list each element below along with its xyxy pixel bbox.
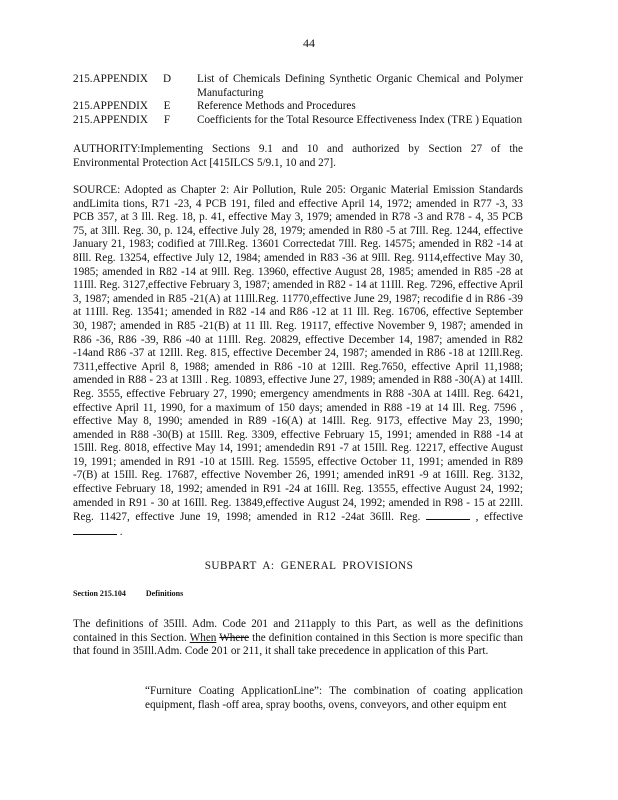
appendix-title: Coefficients for the Total Resource Effectiveness Index (TRE ) Equation (197, 113, 523, 126)
appendix-id: 215.APPENDIX (73, 113, 148, 126)
definitions-paragraph (73, 618, 523, 659)
appendix-letter: D (162, 73, 172, 85)
blank-register-page (426, 510, 470, 520)
inserted-word: When (189, 631, 217, 644)
source-text: SOURCE: Adopted as Chapter 2: Air Pollution, Rule 205: Organic Material Emission Standards andLimita tions, R71 -23, 4 PCB 191, filed and effective April 14, 1972; amended in R77 -3, 33 PCB 357, at 3 Ill. Reg. 18, p. 41, effective May 3, 1979; amended in R78 -3 and R78 - 4, 35 PCB 75, at 3Ill. Reg. 30, p. 124, effective July 28, 1979; amended in R80 -5 at 7Ill. Reg. 1244, effective January 21, 1983; codified at 7Ill.Reg. 13601 Correctedat 7Ill. Reg. 14575; amended in R82 -14 at 8Ill. Reg. 13254, effective July 12, 1984; amended in R83 -36 at 9Ill. Reg. 9114,effective May 30, 1985; amended in R82 -14 at 9Ill. Reg. 13960, effective August 28, 1985; amended in R85 -28 at 11Ill. Reg. 3127,effective February 3, 1987; amended in R82 - 14 at 11Ill. Reg. 7296, effective April 3, 1987; amended in R85 -21(A) at 11Ill.Reg. 11770,effective June 29, 1987; recodifie d in R86 -39 at 11Ill. Reg. 13541; amended in R82 -14 and R86 -12 at 11 Ill. Reg. 16706, effective September 30, 1987; amended in R85 -21(B) at 11 Ill. Reg. 19117, effective November 9, 1987; amended in R86 -36, R86 -39, R86 -40 at 11Ill. Reg. 20829, effective December 14, 1987; amended in R82 -14and R86 -37 at 12Ill. Reg. 815, effective December 24, 1987; amended in R86 -18 at 12Ill.Reg. 7311,effective April 8, 1988; amended in R86 -10 at 12Ill. Reg.7650, effective April 11,1988; amended in R88 - 23 at 13Ill . Reg. 10893, effective June 27, 1989; amended in R88 -30(A) at 14Ill. Reg. 3555, effective February 27, 1990; emergency amendments in R88 -30A at 14Ill. Reg. 6421, effective April 11, 1990, for a maximum of 150 days; amended in R88 -19 at 14 Ill. Reg. 7596 , effective May 8, 1990; amended in R89 -16(A) at 14Ill. Reg. 9173, effective May 23, 1990; amended in R88 -30(B) at 15Ill. Reg. 3309, effective February 15, 1991; amended in R88 -14 at 15Ill. Reg. 8018, effective May 14, 1991; amendedin R91 -7 at 15Ill. Reg. 12217, effective August 19, 1991; amended in R91 -10 at 15Ill. Reg. 15595, effective October 11, 1991; amended in R89 -7(B) at 15Ill. Reg. 17687, effective November 26, 1991; amended inR91 -9 at 16Ill. Reg. 3132, effective February 18, 1992; amended in R91 -24 at 16Ill. Reg. 13555, effective August 24, 1992; amended in R91 - 30 at 16Ill. Reg. 13849,effective August 24, 1992; amended in R98 - 15 at 22Ill. Reg. 11427, effective June 19, 1998; amended in R12 -24at 36Ill. Reg. (73, 184, 523, 524)
appendix-row (73, 73, 523, 100)
blank-effective-date (73, 525, 117, 535)
furniture-coating-definition: “Furniture Coating ApplicationLine”: The combination of coating application equipment, flash -off area, spray booths, ovens, conveyors, and other equipm ent (145, 685, 523, 711)
section-number: Section 215.104 (73, 589, 126, 598)
appendix-letter: E (163, 100, 171, 113)
section-title: Definitions (145, 589, 184, 598)
appendix-list (73, 73, 523, 127)
section-heading (73, 589, 201, 598)
definitions-text-2: the definition contained in this Section is more specific than that found in 35Ill.Adm. Code 201 or 211, it shall take precedence in application of this Part. (73, 631, 523, 658)
appendix-id: 215.APPENDIX (73, 73, 148, 85)
appendix-row (73, 114, 523, 128)
page-number: 44 (303, 36, 315, 50)
appendix-row (73, 100, 523, 114)
appendix-title: Reference Methods and Procedures (197, 100, 356, 113)
deleted-word: Where (219, 631, 250, 644)
source-end: . (119, 525, 123, 538)
authority-note: AUTHORITY:Implementing Sections 9.1 and 10 and authorized by Section 27 of the Environmental Protection Act [415ILCS 5/9.1, 10 and 27]. (73, 143, 523, 169)
source-note (73, 184, 523, 539)
appendix-letter: F (163, 113, 171, 126)
source-tail: , effective (475, 511, 523, 524)
subpart-heading: SUBPART A: GENERAL PROVISIONS (204, 560, 414, 572)
appendix-id: 215.APPENDIX (73, 100, 148, 113)
definitions-text-1: The definitions of 35Ill. Adm. Code 201 and 211apply to this Part, as well as the definitions contained in this Section. (73, 618, 523, 644)
appendix-title: List of Chemicals Defining Synthetic Organic Chemical and Polymer Manufacturing (197, 73, 523, 99)
